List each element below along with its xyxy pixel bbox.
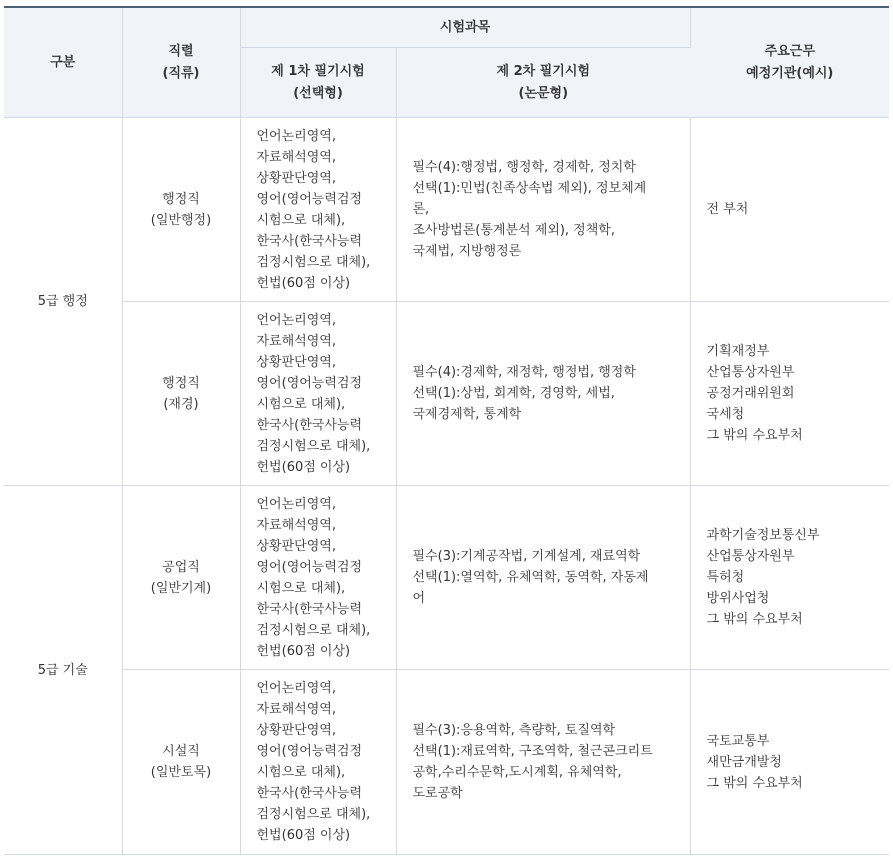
header-second-exam: 제 2차 필기시험 (논문형) bbox=[396, 48, 690, 118]
header-exam-subjects: 시험과목 bbox=[240, 7, 690, 48]
table-row bbox=[4, 486, 889, 670]
org-cell: 전 부처 bbox=[690, 118, 889, 302]
second-exam-cell: 필수(4):경제학, 재정학, 행정법, 행정학 선택(1):상법, 회계학, 경영학, 세법, 국제경제학, 통계학 bbox=[396, 302, 690, 486]
header-first-exam: 제 1차 필기시험 (선택형) bbox=[240, 48, 396, 118]
table-row bbox=[4, 302, 889, 486]
org-cell: 과학기술정보통신부 산업통상자원부 특허청 방위사업청 그 밖의 수요부처 bbox=[690, 486, 889, 670]
job-cell: 행정직 (일반행정) bbox=[122, 118, 240, 302]
table-row bbox=[4, 670, 889, 855]
group-label: 5급 기술 bbox=[4, 486, 122, 855]
exam-subjects-table bbox=[4, 6, 889, 855]
group-label: 5급 행정 bbox=[4, 118, 122, 486]
first-exam-cell: 언어논리영역, 자료해석영역, 상황판단영역, 영어(영어능력검정 시험으로 대체), 한국사(한국사능력 검정시험으로 대체), 헌법(60점 이상) bbox=[240, 670, 396, 855]
header-org: 주요근무 예정기관(예시) bbox=[690, 7, 889, 118]
first-exam-cell: 언어논리영역, 자료해석영역, 상황판단영역, 영어(영어능력검정 시험으로 대체), 한국사(한국사능력 검정시험으로 대체), 헌법(60점 이상) bbox=[240, 302, 396, 486]
table-row bbox=[4, 118, 889, 302]
second-exam-cell: 필수(4):행정법, 행정학, 경제학, 정치학 선택(1):민법(친족상속법 제외), 정보체계 론, 조사방법론(통계분석 제외), 정책학, 국제법, 지방행정론 bbox=[396, 118, 690, 302]
job-cell: 공업직 (일반기계) bbox=[122, 486, 240, 670]
second-exam-cell: 필수(3):기계공작법, 기계설계, 재료역학 선택(1):열역학, 유체역학, 동역학, 자동제 어 bbox=[396, 486, 690, 670]
first-exam-cell: 언어논리영역, 자료해석영역, 상황판단영역, 영어(영어능력검정 시험으로 대체), 한국사(한국사능력 검정시험으로 대체), 헌법(60점 이상) bbox=[240, 118, 396, 302]
header-job: 직렬 (직류) bbox=[122, 7, 240, 118]
job-cell: 행정직 (재경) bbox=[122, 302, 240, 486]
org-cell: 국토교통부 새만금개발청 그 밖의 수요부처 bbox=[690, 670, 889, 855]
header-group: 구분 bbox=[4, 7, 122, 118]
job-cell: 시설직 (일반토목) bbox=[122, 670, 240, 855]
second-exam-cell: 필수(3):응용역학, 측량학, 토질역학 선택(1):재료역학, 구조역학, 철근콘크리트 공학,수리수문학,도시계획, 유체역학, 도로공학 bbox=[396, 670, 690, 855]
org-cell: 기획재정부 산업통상자원부 공정거래위원회 국세청 그 밖의 수요부처 bbox=[690, 302, 889, 486]
first-exam-cell: 언어논리영역, 자료해석영역, 상황판단영역, 영어(영어능력검정 시험으로 대체), 한국사(한국사능력 검정시험으로 대체), 헌법(60점 이상) bbox=[240, 486, 396, 670]
